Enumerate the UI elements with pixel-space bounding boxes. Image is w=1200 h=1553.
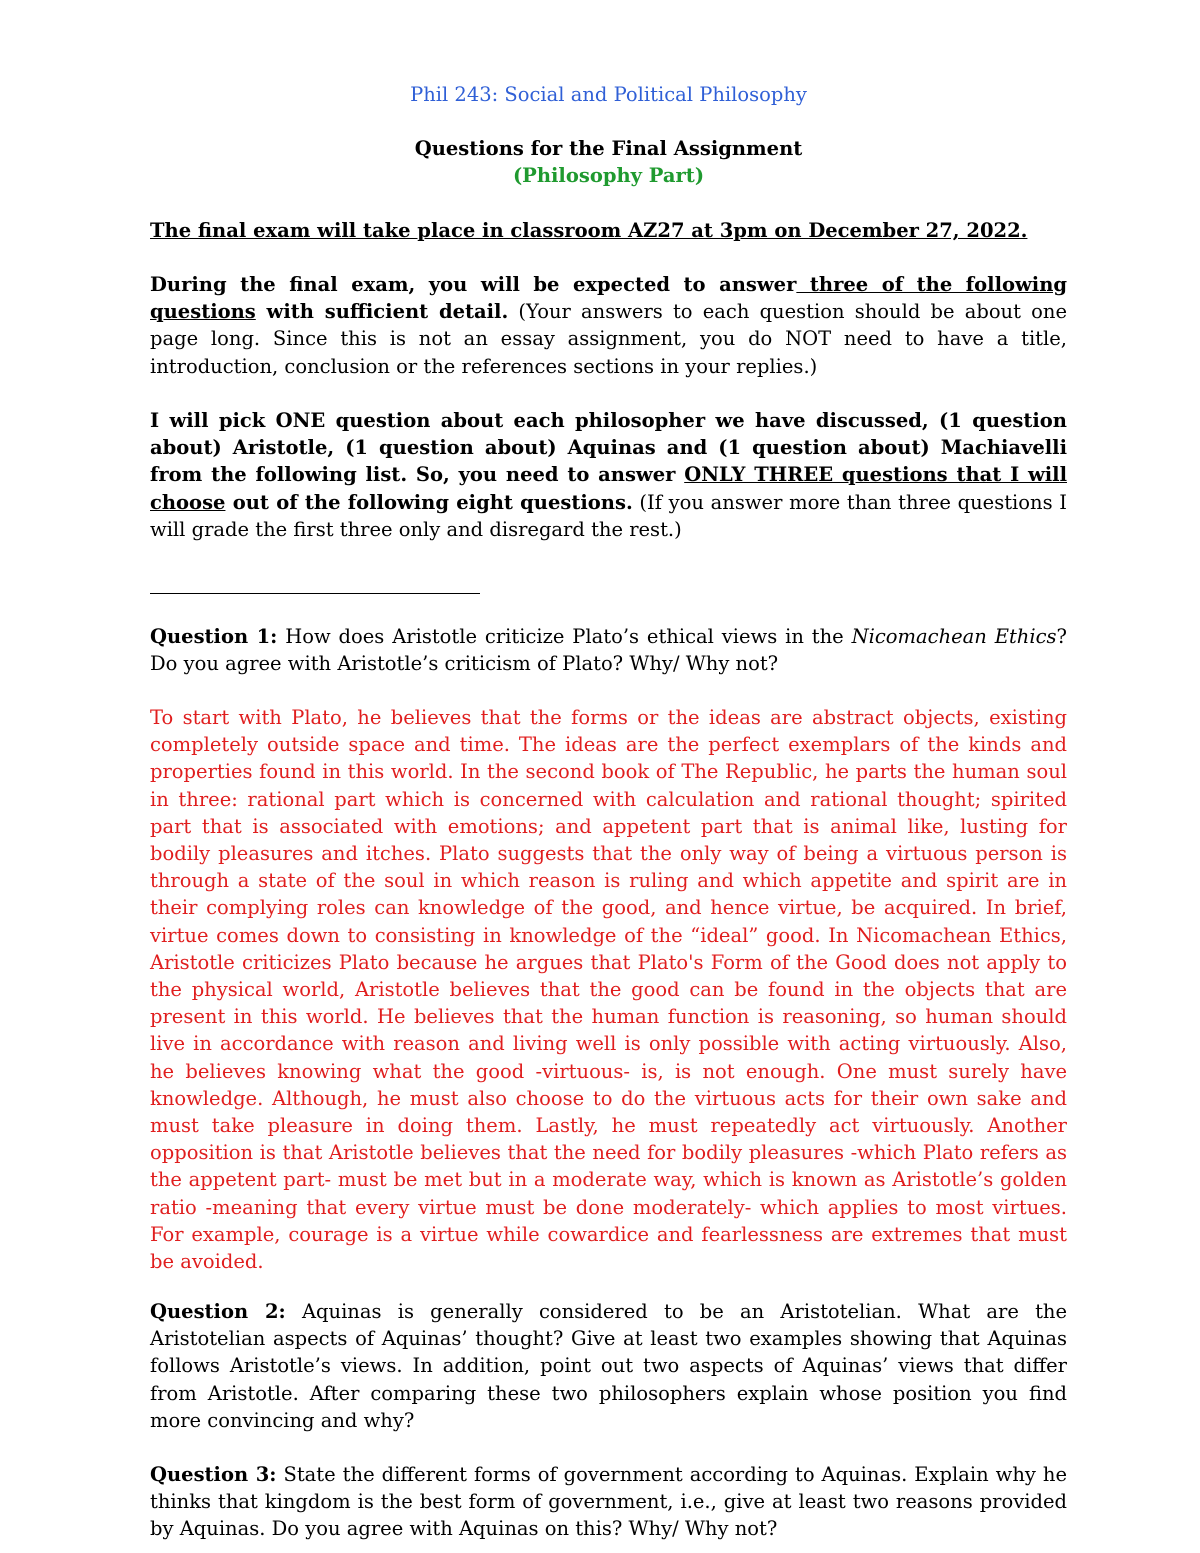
question-label: Question 3: xyxy=(150,1463,277,1486)
instructions-emphasis: three of the following questions xyxy=(150,273,1068,324)
question-text: ? Do you agree with Aristotle’s criticism of Plato? Why/ Why not? xyxy=(150,625,1067,676)
document-title: Questions for the Final Assignment xyxy=(414,137,803,160)
instructions-bold-text: During the final exam, you will be expected to answer xyxy=(150,273,797,296)
course-title: Phil 243: Social and Political Philosophy xyxy=(410,83,807,106)
question-text: Aquinas is generally considered to be an Aristotelian. What are the Aristotelian aspects of Aquinas’ thought? Give at least two examples showing that Aquinas follows Aristotle’s views. In addition, point out two aspects of Aquinas’ views that differ from Aristotle. After comparing these two philosophers explain whose position you find more convincing and why? xyxy=(150,1300,1068,1432)
question-text: How does Aristotle criticize Plato’s ethical views in the xyxy=(277,625,852,648)
instructions-note: (If you answer more than three questions I will grade the first three only and disregard the rest.) xyxy=(150,490,1067,541)
instructions-paragraph-2 xyxy=(150,407,1067,543)
question-label: Question 2: xyxy=(150,1300,286,1323)
question-2 xyxy=(150,1298,1067,1434)
instructions-note: (Your answers to each question should be about one page long. Since this is not an essay assignment, you do NOT need to have a title, introduction, conclusion or the references sections in your replies.) xyxy=(150,300,1067,378)
question-text-italic: Nicomachean Ethics xyxy=(851,625,1057,648)
section-divider xyxy=(150,593,480,594)
question-1 xyxy=(150,623,1067,677)
instructions-emphasis: ONLY THREE questions that I will choose xyxy=(150,463,1067,514)
instructions-paragraph-1 xyxy=(150,271,1067,380)
instructions-bold-text: out of the following eight questions. xyxy=(225,490,633,514)
answer-1: To start with Plato, he believes that the forms or the ideas are abstract objects, existing completely outside space and time. The ideas are the perfect exemplars of the kinds and properties found in this world. In the second book of The Republic, he parts the human soul in three: rational part which is concerned with calculation and rational thought; spirited part that is associated with emotions; and appetent part that is animal like, lusting for bodily pleasures and itches. Plato suggests that the only way of being a virtuous person is through a state of the soul in which reason is ruling and which appetite and spirit are in their complying roles can knowledge of the good, and hence virtue, be acquired. In brief, virtue comes down to consisting in knowledge of the “ideal” good. In Nicomachean Ethics, Aristotle criticizes Plato because he argues that Plato's Form of the Good does not apply to the physical world, Aristotle believes that the good can be found in the objects that are present in this world. He believes that the human function is reasoning, so human should live in accordance with reason and living well is only possible with acting virtuously. Also, he believes knowing what the good -virtuous- is, is not enough. One must surely have knowledge. Although, he must also choose to do the virtuous acts for their own sake and must take pleasure in doing them. Lastly, he must repeatedly act virtuously. Another opposition is that Aristotle believes that the need for bodily pleasures -which Plato refers as the appetent part- must be met but in a moderate way, which is known as Aristotle’s golden ratio -meaning that every virtue must be done moderately- which applies to most virtues. For example, courage is a virtue while cowardice and fearlessness are extremes that must be avoided. xyxy=(150,706,1067,1274)
question-label: Question 1: xyxy=(150,625,278,648)
exam-notice: The final exam will take place in classroom AZ27 at 3pm on December 27, 2022. xyxy=(150,219,1028,242)
instructions-bold-text: with sufficient detail. xyxy=(255,300,509,324)
document-subtitle: (Philosophy Part) xyxy=(512,164,705,187)
question-text: State the different forms of government according to Aquinas. Explain why he thinks that kingdom is the best form of government, i.e., give at least two reasons provided by Aquinas. Do you agree with Aquinas on this? Why/ Why not? xyxy=(150,1463,1068,1541)
instructions-bold-text: I will pick ONE question about each philosopher we have discussed, (1 question about) Aristotle, (1 question about) Aquinas and (1 question about) Machiavelli from the following list. So, you need to answer xyxy=(150,409,1067,487)
question-3 xyxy=(150,1461,1067,1543)
